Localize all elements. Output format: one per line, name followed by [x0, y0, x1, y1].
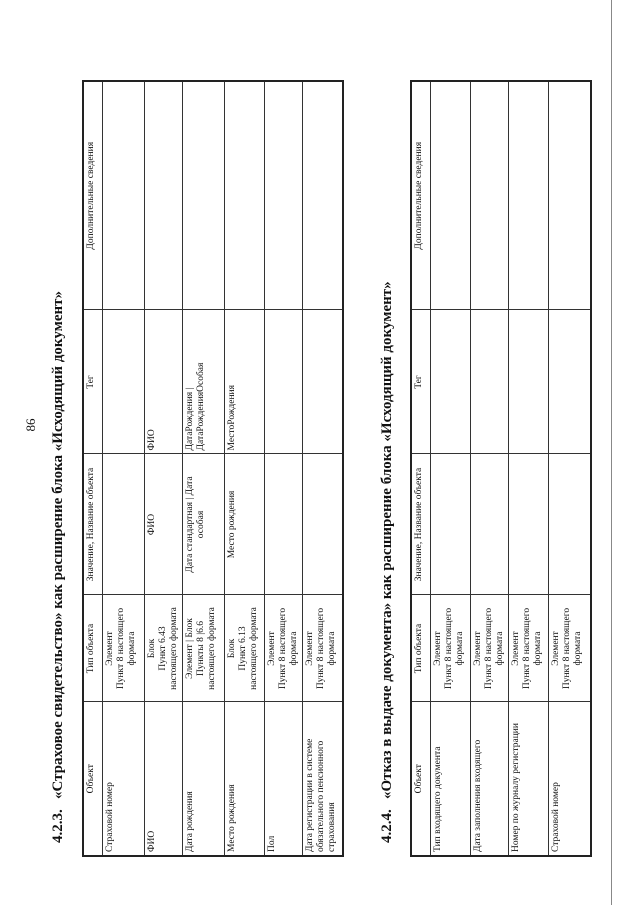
- cell-tag: [265, 310, 303, 454]
- table-row: [225, 81, 265, 856]
- header-additional: Дополнительные сведения: [411, 81, 431, 310]
- table-row: [183, 81, 225, 856]
- cell-additional: [145, 81, 183, 310]
- cell-type: Элемент Пункт 8 настоящего формата: [509, 595, 549, 702]
- table-body: [103, 81, 343, 856]
- table-row: [303, 81, 343, 856]
- cell-additional: [265, 81, 303, 310]
- cell-type: Элемент Пункт 8 настоящего формата: [471, 595, 509, 702]
- cell-tag: [471, 310, 509, 454]
- cell-tag: ДатаРождения | ДатаРожденияОсобая: [183, 310, 225, 454]
- cell-value: [471, 454, 509, 595]
- cell-value: [265, 454, 303, 595]
- page-bottom-line: [611, 0, 612, 905]
- cell-value: Место рождения: [225, 454, 265, 595]
- header-value: Значение, Название объекта: [83, 454, 103, 595]
- cell-additional: [103, 81, 145, 310]
- page-number: 86: [23, 418, 38, 432]
- section-title: «Отказ в выдаче документа» как расширение блока «Исходящий документ»: [379, 281, 395, 799]
- section-heading-4-2-4: [379, 281, 396, 843]
- cell-object: Номер по журналу регистрации: [509, 702, 549, 856]
- cell-type: Элемент Пункт 8 настоящего формата: [103, 595, 145, 702]
- cell-value: Дата стандартная | Дата особая: [183, 454, 225, 595]
- cell-type: Элемент | Блок Пункты 8 |6.6 настоящего формата: [183, 595, 225, 702]
- table-header-row: [411, 81, 431, 856]
- cell-additional: [431, 81, 471, 310]
- header-tag: Тег: [411, 310, 431, 454]
- cell-tag: ФИО: [145, 310, 183, 454]
- table-row: [509, 81, 549, 856]
- cell-tag: [103, 310, 145, 454]
- section-number: 4.2.3.: [50, 809, 66, 843]
- document-refusal-table: [410, 80, 592, 857]
- header-value: Значение, Название объекта: [411, 454, 431, 595]
- table-row: [265, 81, 303, 856]
- table-row: [145, 81, 183, 856]
- cell-type: Элемент Пункт 8 настоящего формата: [303, 595, 343, 702]
- cell-object: Дата регистрации в системе обязательного пенсионного страхования: [303, 702, 343, 856]
- cell-tag: [549, 310, 591, 454]
- insurance-certificate-table: [82, 80, 344, 857]
- cell-tag: [431, 310, 471, 454]
- cell-tag: МестоРождения: [225, 310, 265, 454]
- cell-object: Дата рождения: [183, 702, 225, 856]
- cell-additional: [183, 81, 225, 310]
- cell-type: Элемент Пункт 8 настоящего формата: [431, 595, 471, 702]
- cell-object: Страховой номер: [103, 702, 145, 856]
- header-type: Тип объекта: [83, 595, 103, 702]
- cell-type: Блок Пункт 6.13 настоящего формата: [225, 595, 265, 702]
- header-additional: Дополнительные сведения: [83, 81, 103, 310]
- cell-value: [103, 454, 145, 595]
- table-row: [431, 81, 471, 856]
- section-number: 4.2.4.: [379, 809, 395, 843]
- header-type: Тип объекта: [411, 595, 431, 702]
- header-object: Объект: [411, 702, 431, 856]
- cell-additional: [225, 81, 265, 310]
- header-tag: Тег: [83, 310, 103, 454]
- cell-type: Блок Пункт 6.43 настоящего формата: [145, 595, 183, 702]
- cell-value: [509, 454, 549, 595]
- cell-object: Дата заполнения входящего: [471, 702, 509, 856]
- cell-additional: [509, 81, 549, 310]
- cell-tag: [509, 310, 549, 454]
- cell-type: Элемент Пункт 8 настоящего формата: [549, 595, 591, 702]
- cell-value: [549, 454, 591, 595]
- cell-additional: [471, 81, 509, 310]
- cell-additional: [303, 81, 343, 310]
- cell-object: Место рождения: [225, 702, 265, 856]
- section-heading-4-2-3: [50, 291, 67, 843]
- cell-object: ФИО: [145, 702, 183, 856]
- cell-tag: [303, 310, 343, 454]
- cell-value: [303, 454, 343, 595]
- table-row: [549, 81, 591, 856]
- table-row: [471, 81, 509, 856]
- table-header-row: [83, 81, 103, 856]
- cell-object: Страховой номер: [549, 702, 591, 856]
- header-object: Объект: [83, 702, 103, 856]
- table-row: [103, 81, 145, 856]
- cell-value: ФИО: [145, 454, 183, 595]
- cell-object: Пол: [265, 702, 303, 856]
- table-body: [431, 81, 591, 856]
- cell-object: Тип входящего документа: [431, 702, 471, 856]
- cell-additional: [549, 81, 591, 310]
- cell-type: Элемент Пункт 8 настоящего формата: [265, 595, 303, 702]
- cell-value: [431, 454, 471, 595]
- section-title: «Страховое свидетельство» как расширение блока «Исходящий документ»: [50, 290, 66, 799]
